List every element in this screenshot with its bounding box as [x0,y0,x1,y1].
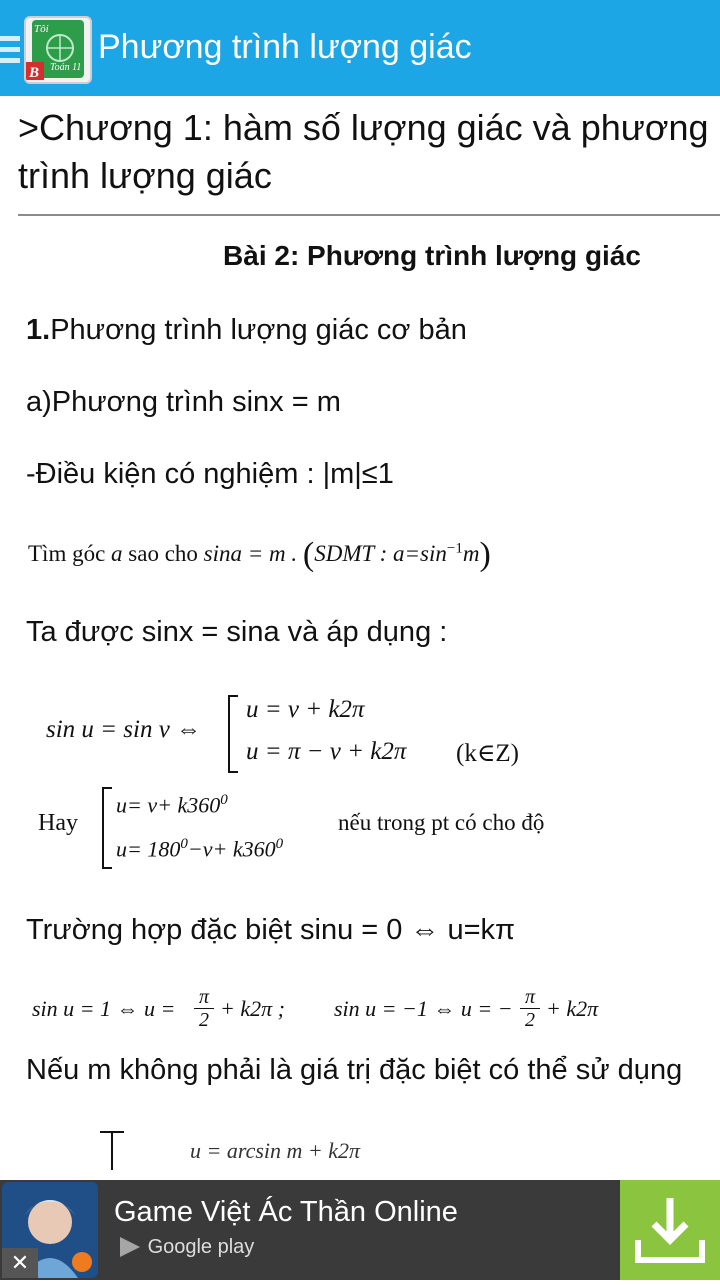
formula1-cond: (k∈Z) [456,740,519,767]
apply-text: Ta được sinx = sina và áp dụng : [26,616,448,648]
formula2-case2-exp2: 0 [275,836,284,852]
formula2-note: nếu trong pt có cho độ [338,810,545,835]
condition-text: -Điều kiện có nghiệm : |m|≤1 [26,458,394,490]
download-button[interactable] [620,1180,720,1280]
chapter-heading[interactable]: >Chương 1: hàm số lượng giác và phương trình lượng giác [18,107,709,196]
fraction-pi-over-2 [194,986,214,1031]
formula3-left [32,996,175,1022]
download-icon [620,1180,720,1280]
formula2-lead: Hay [38,810,78,836]
ad-title[interactable]: Game Việt Ác Thần Online [114,1196,458,1228]
menu-icon[interactable] [0,36,20,69]
formula-sin-lhs [46,716,201,744]
formula2-case1-text: u= v+ k360 [116,792,221,818]
formula2-case2 [116,836,283,862]
section-title: Phương trình lượng giác cơ bản [50,314,467,346]
formula3-left-b: + k2π ; [220,996,285,1021]
google-play-icon [118,1236,142,1258]
find-angle-mid: sao cho [128,541,198,566]
formula3-left-a: sin u = 1 ⇔ u = [32,996,176,1021]
google-play-badge[interactable] [118,1236,254,1259]
formula1-case1: u = v + k2π [246,696,365,723]
fraction-num: π [198,986,210,1008]
special-case-text: Trường hợp đặc biệt sinu = 0 ⇔ u=kπ [26,914,516,946]
formula3-right-a: sin u = −1 ⇔ u = − [334,996,513,1021]
if-not-special-text: Nếu m không phải là giá trị đặc biệt có thể sử dụng [26,1054,683,1086]
paren-close-icon: ) [479,536,491,573]
formula1-case2: u = π − v + k2π [246,738,407,765]
ad-close-button[interactable]: ✕ [2,1248,38,1278]
section-number: 1. [26,314,51,346]
google-play-text: Google play [147,1236,255,1258]
find-angle-formula [28,536,491,574]
formula3-right-b: + k2π [546,996,599,1021]
bracket-icon [100,786,114,870]
formula1-lhs: sin u = sin v ⇔ [46,716,202,743]
find-angle-lead: Tìm góc [28,541,106,566]
divider [18,214,720,216]
sdmt-tail: m [462,541,480,566]
paren-open-icon: ( [302,536,315,573]
partial-formula-marks [98,1130,128,1180]
article-content[interactable] [0,96,720,1180]
logo-corner-text: B [29,65,40,81]
partial-formula: u = arcsin m + k2π [190,1138,361,1163]
fraction-pi-over-2-right [520,986,540,1031]
formula2-case2-exp: 0 [180,836,188,852]
formula2-case1 [116,792,228,818]
app-logo[interactable] [24,16,92,84]
fraction-num-right: π [524,986,536,1008]
ad-banner[interactable] [0,1180,720,1280]
section-heading [26,314,467,347]
part-a-text: a)Phương trình sinx = m [26,386,341,418]
lesson-title: Bài 2: Phương trình lượng giác [223,240,641,271]
formula2-case1-exp: 0 [220,792,228,808]
app-bar [0,0,720,96]
formula2-case2-text: u= 180 [116,836,181,862]
formula2-case2-rest: −v+ k360 [187,836,276,862]
bracket-icon [226,694,240,774]
app-title: Phương trình lượng giác [98,28,472,66]
fraction-den-right: 2 [520,1008,540,1031]
find-angle-eq: sina = m . [203,541,298,566]
fraction-den: 2 [194,1008,214,1031]
logo-top-text: Tôi [34,23,49,35]
sdmt-exponent: −1 [446,540,463,557]
find-angle-a: a [111,541,123,566]
sdmt-text: SDMT : a=sin [314,541,447,566]
logo-mid-text: Toán 11 [50,62,82,73]
